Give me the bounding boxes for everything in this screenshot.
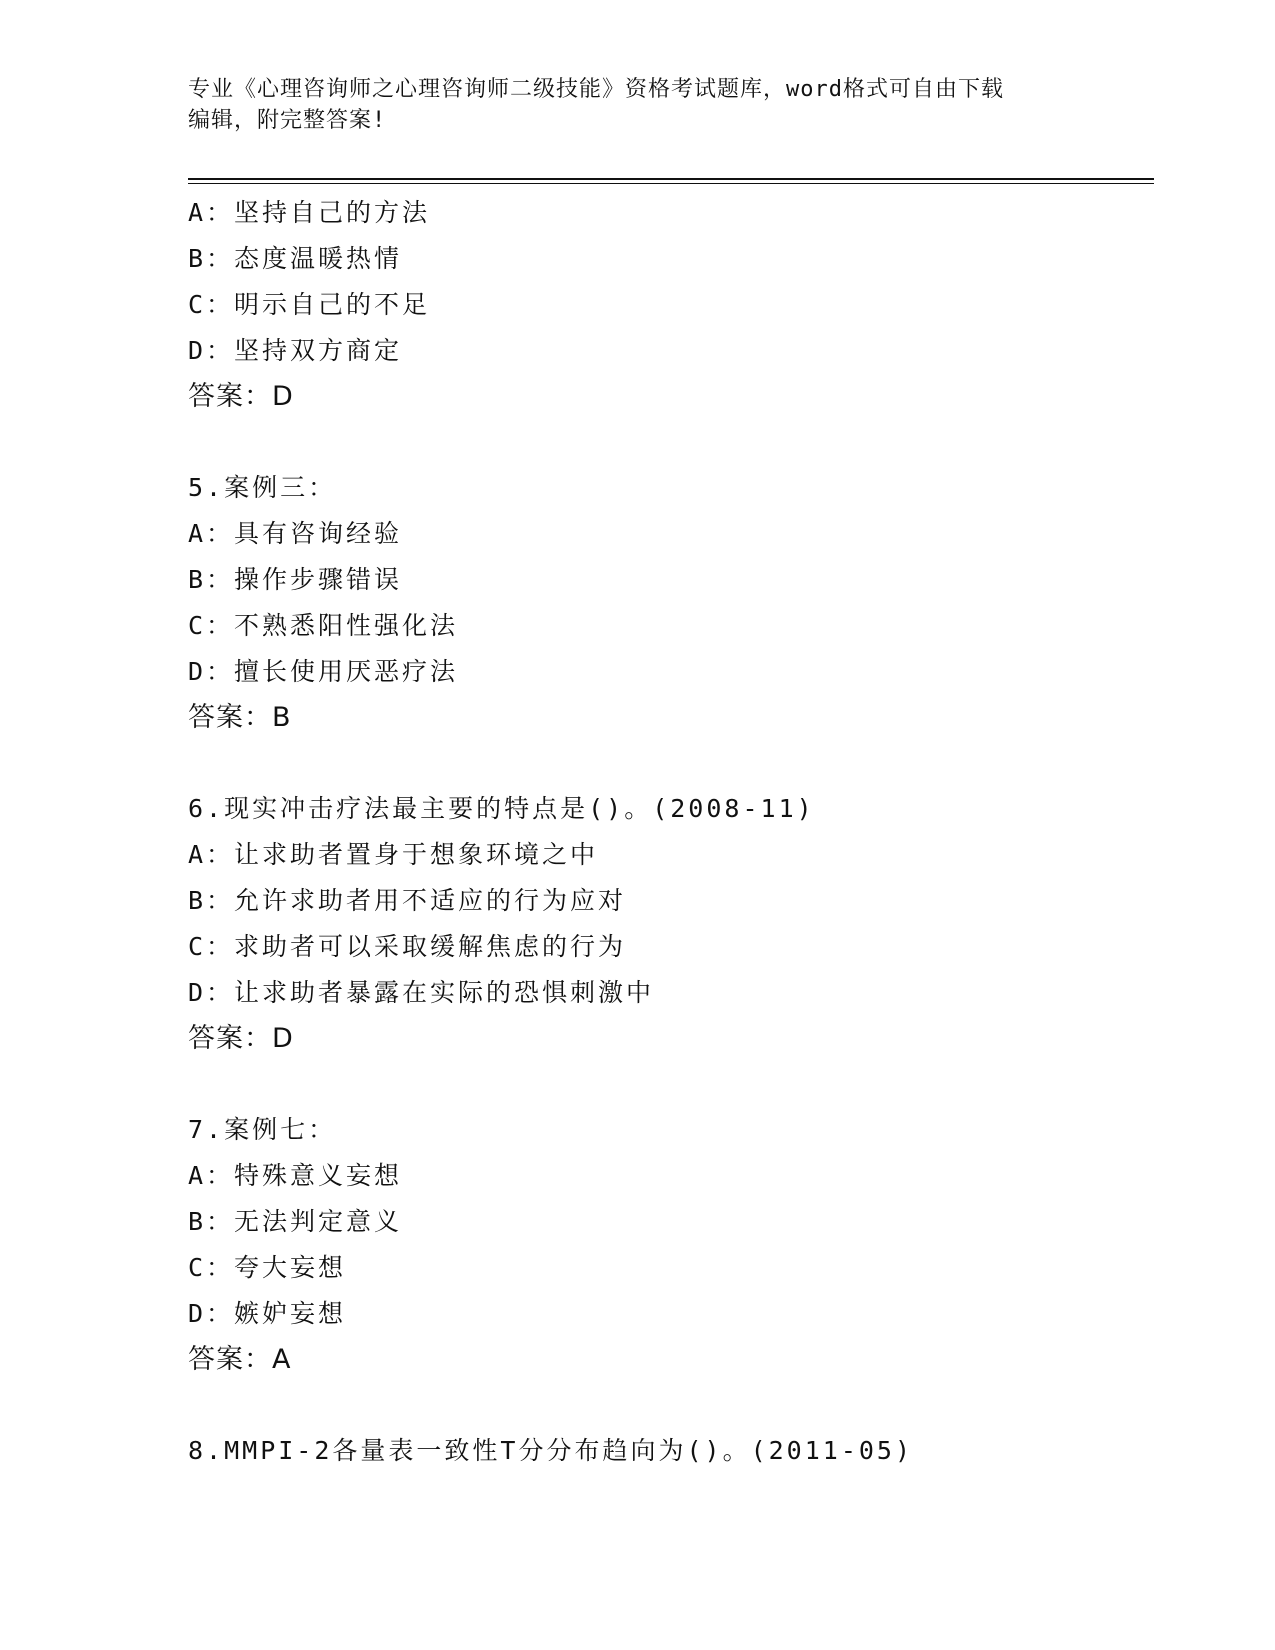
option-c: C：明示自己的不足 — [188, 290, 431, 319]
option-d: D：坚持双方商定 — [188, 336, 403, 365]
option-b: B：允许求助者用不适应的行为应对 — [188, 886, 627, 915]
option-b: B：操作步骤错误 — [188, 565, 403, 594]
option-a: A：坚持自己的方法 — [188, 198, 431, 227]
question-stem: 7.案例七： — [188, 1115, 337, 1144]
document-header — [188, 74, 1068, 136]
option-d: D：让求助者暴露在实际的恐惧刺激中 — [188, 978, 655, 1007]
header-line-1: 专业《心理咨询师之心理咨询师二级技能》资格考试题库，word格式可自由下载 — [188, 77, 1004, 102]
answer: 答案：D — [188, 1023, 294, 1054]
answer: 答案：A — [188, 1344, 292, 1375]
question-block-5 — [188, 465, 1148, 741]
option-c: C：夸大妄想 — [188, 1253, 347, 1282]
question-list — [188, 190, 1148, 1474]
question-block-4 — [188, 190, 1148, 420]
option-c: C：求助者可以采取缓解焦虑的行为 — [188, 932, 627, 961]
option-d: D：擅长使用厌恶疗法 — [188, 657, 459, 686]
question-block-7 — [188, 1107, 1148, 1383]
option-a: A：特殊意义妄想 — [188, 1161, 403, 1190]
question-block-6 — [188, 786, 1148, 1062]
question-block-8 — [188, 1428, 1148, 1474]
question-stem: 8.MMPI-2各量表一致性T分分布趋向为()。(2011-05) — [188, 1436, 914, 1465]
option-a: A：具有咨询经验 — [188, 519, 403, 548]
option-a: A：让求助者置身于想象环境之中 — [188, 840, 599, 869]
header-rule-thick — [188, 178, 1154, 180]
option-b: B：无法判定意义 — [188, 1207, 403, 1236]
option-d: D：嫉妒妄想 — [188, 1299, 347, 1328]
option-c: C：不熟悉阳性强化法 — [188, 611, 459, 640]
answer: 答案：D — [188, 381, 294, 412]
answer: 答案：B — [188, 702, 292, 733]
header-line-2: 编辑，附完整答案! — [188, 108, 387, 133]
option-b: B：态度温暖热情 — [188, 244, 403, 273]
question-stem: 6.现实冲击疗法最主要的特点是()。(2008-11) — [188, 794, 815, 823]
header-rule-thin — [188, 183, 1154, 184]
question-stem: 5.案例三： — [188, 473, 337, 502]
